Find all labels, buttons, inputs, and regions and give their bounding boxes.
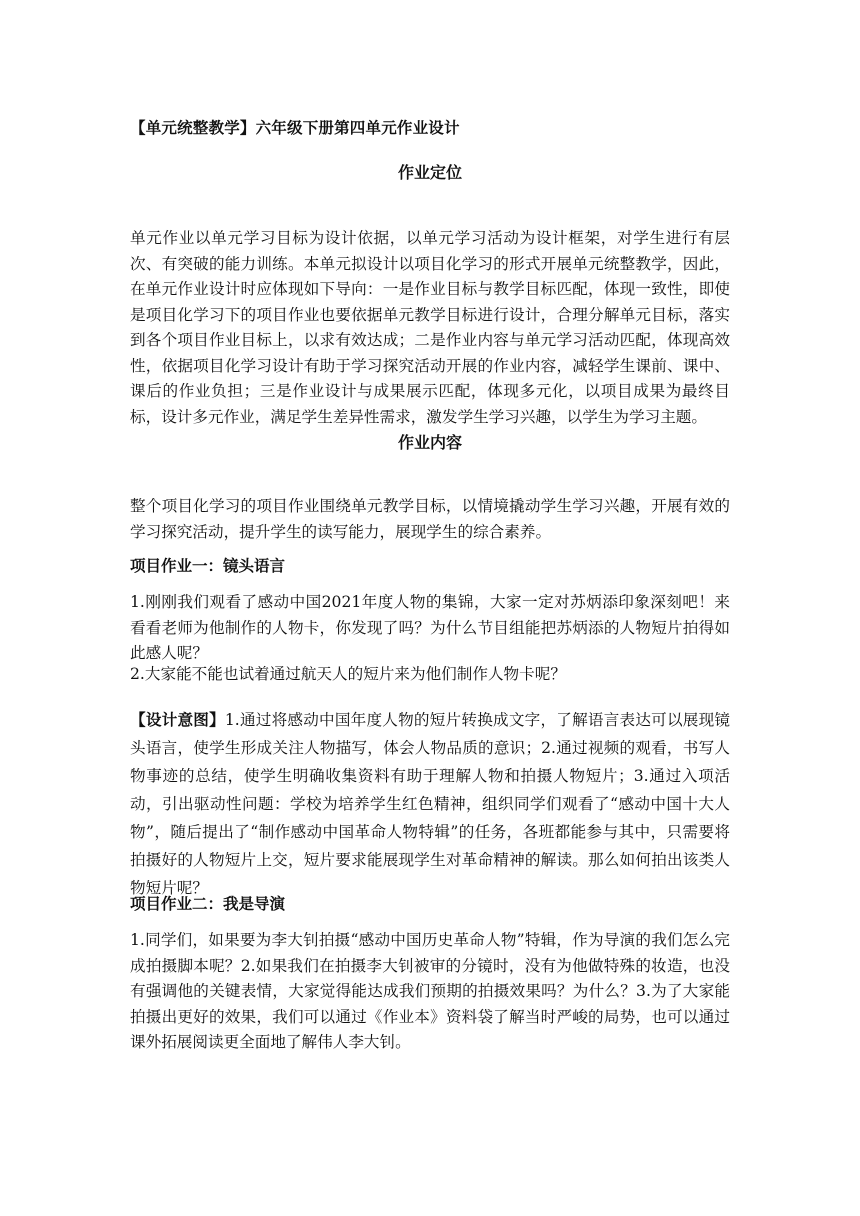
project2-heading: 项目作业二：我是导演 bbox=[130, 895, 286, 913]
section-heading-content: 作业内容 bbox=[397, 433, 462, 452]
project1-design-intent bbox=[130, 706, 730, 902]
positioning-paragraph: 单元作业以单元学习目标为设计依据，以单元学习活动为设计框架，对学生进行有层次、有突破的能力训练。本单元拟设计以项目化学习的形式开展单元统整教学，因此，在单元作业设计时应体现如下导向：一是作业目标与教学目标匹配，体现一致性，即使是项目化学习下的项目作业也要依据单元教学目标进行设计，合理分解单元目标，落实到各个项目作业目标上，以求有效达成；二是作业内容与单元学习活动匹配，体现高效性，依据项目化学习设计有助于学习探究活动开展的作业内容，减轻学生课前、课中、课后的作业负担；三是作业设计与成果展示匹配，体现多元化，以项目成果为最终目标，设计多元作业，满足学生差异性需求，激发学生学习兴趣，以学生为学习主题。 bbox=[130, 229, 730, 426]
project1-item-2: 2.大家能不能也试着通过航天人的短片来为他们制作人物卡呢？ bbox=[130, 665, 566, 683]
design-intent-text: 1.通过将感动中国年度人物的短片转换成文字，了解语言表达可以展现镜头语言，使学生形成关注人物描写，体会人物品质的意识；2.通过视频的观看，书写人物事迹的总结，使学生明确收集资料有助于理解人物和拍摄人物短片；3.通过入项活动，引出驱动性问题：学校为培养学生红色精神，组织同学们观看了“感动中国十大人物”，随后提出了“制作感动中国革命人物特辑”的任务，各班都能参与其中，只需要将拍摄好的人物短片上交，短片要求能展现学生对革命精神的解读。那么如何拍出该类人物短片呢？ bbox=[130, 711, 730, 897]
content-intro-paragraph: 整个项目化学习的项目作业围绕单元教学目标，以情境撬动学生学习兴趣，开展有效的学习探究活动，提升学生的读写能力，展现学生的综合素养。 bbox=[130, 497, 730, 541]
design-intent-label: 【设计意图】 bbox=[130, 711, 225, 729]
project1-heading: 项目作业一：镜头语言 bbox=[130, 557, 286, 575]
document-title: 【单元统整教学】六年级下册第四单元作业设计 bbox=[130, 119, 460, 137]
project2-paragraph: 1.同学们，如果要为李大钊拍摄“感动中国历史革命人物”特辑，作为导演的我们怎么完成拍摄脚本呢？2.如果我们在拍摄李大钊被审的分镜时，没有为他做特殊的妆造，也没有强调他的关键表情，大家觉得能达成我们预期的拍摄效果吗？为什么？3.为了大家能拍摄出更好的效果，我们可以通过《作业本》资料袋了解当时严峻的局势，也可以通过课外拓展阅读更全面地了解伟人李大钊。 bbox=[130, 931, 730, 1051]
section-heading-positioning: 作业定位 bbox=[397, 163, 462, 182]
project1-item-1: 1.刚刚我们观看了感动中国2021年度人物的集锦，大家一定对苏炳添印象深刻吧！来看看老师为他制作的人物卡，你发现了吗？为什么节目组能把苏炳添的人物短片拍得如此感人呢？ bbox=[130, 593, 730, 662]
